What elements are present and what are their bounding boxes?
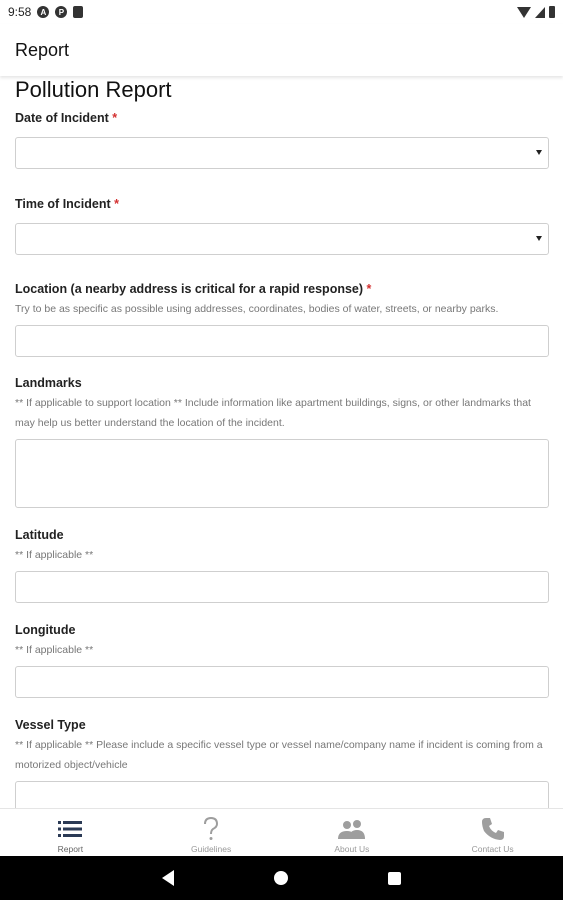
- field-label: Latitude: [15, 528, 64, 542]
- field-hint: ** If applicable ** Please include a specific vessel type or vessel name/company name if incident is coming from a motorized object/vehicle: [15, 739, 543, 771]
- landmarks-textarea[interactable]: [15, 439, 549, 508]
- date-of-incident-field: [15, 111, 548, 169]
- required-marker: *: [114, 197, 119, 211]
- field-hint: Try to be as specific as possible using addresses, coordinates, bodies of water, streets, or nearby parks.: [15, 303, 499, 315]
- battery-icon: [549, 6, 555, 18]
- nav-label: Report: [57, 844, 84, 854]
- app-notification-icon: P: [55, 6, 67, 18]
- nav-tab-contact-us[interactable]: [422, 809, 563, 856]
- status-time: 9:58: [8, 5, 32, 19]
- field-label: Location (a nearby address is critical for a rapid response) *: [15, 282, 372, 296]
- time-of-incident-field: [15, 197, 548, 255]
- time-select[interactable]: [15, 223, 549, 255]
- dropdown-caret-icon: [536, 150, 542, 155]
- field-hint: ** If applicable to support location ** Include information like apartment buildings, signs, or other landmarks that may help us better understand the location of the incident.: [15, 397, 531, 429]
- latitude-input[interactable]: [15, 571, 549, 603]
- home-icon[interactable]: [274, 871, 288, 885]
- back-icon[interactable]: [162, 870, 174, 886]
- nav-tab-report[interactable]: [0, 809, 141, 856]
- field-label: Time of Incident *: [15, 197, 119, 211]
- phone-icon: [481, 816, 505, 842]
- question-icon: [203, 816, 219, 842]
- required-marker: *: [366, 282, 372, 296]
- field-label: Vessel Type: [15, 718, 86, 732]
- signal-icon: [535, 7, 545, 18]
- nav-label: Contact Us: [471, 844, 514, 854]
- field-label: Date of Incident *: [15, 111, 118, 125]
- field-label: Landmarks: [15, 376, 82, 390]
- list-icon: [58, 816, 82, 842]
- system-navigation-bar: [0, 856, 563, 900]
- longitude-field: [15, 623, 548, 698]
- nav-tab-about-us[interactable]: [282, 809, 423, 856]
- longitude-input[interactable]: [15, 666, 549, 698]
- field-hint: ** If applicable **: [15, 549, 94, 561]
- app-notification-icon: A: [37, 6, 49, 18]
- date-select[interactable]: [15, 137, 549, 169]
- nav-tab-guidelines[interactable]: [141, 809, 282, 856]
- recent-apps-icon[interactable]: [388, 872, 401, 885]
- location-field: [15, 282, 548, 357]
- page-title: Pollution Report: [15, 77, 172, 102]
- status-bar: [0, 0, 563, 24]
- vessel-type-field: [15, 718, 548, 808]
- app-bar: [0, 24, 563, 76]
- app-bar-title: Report: [15, 39, 70, 60]
- field-label: Longitude: [15, 623, 76, 637]
- landmarks-field: [15, 376, 548, 508]
- latitude-field: [15, 528, 548, 603]
- vessel-type-input[interactable]: [15, 781, 549, 808]
- report-form[interactable]: [0, 76, 563, 808]
- location-input[interactable]: [15, 325, 549, 357]
- field-hint: ** If applicable **: [15, 644, 94, 656]
- dropdown-caret-icon: [536, 236, 542, 241]
- people-icon: [338, 816, 366, 842]
- wifi-icon: [517, 7, 531, 18]
- required-marker: *: [112, 111, 118, 125]
- nav-label: About Us: [334, 844, 370, 854]
- bottom-navigation: [0, 808, 563, 856]
- nav-label: Guidelines: [191, 844, 232, 854]
- sd-card-icon: [73, 6, 83, 18]
